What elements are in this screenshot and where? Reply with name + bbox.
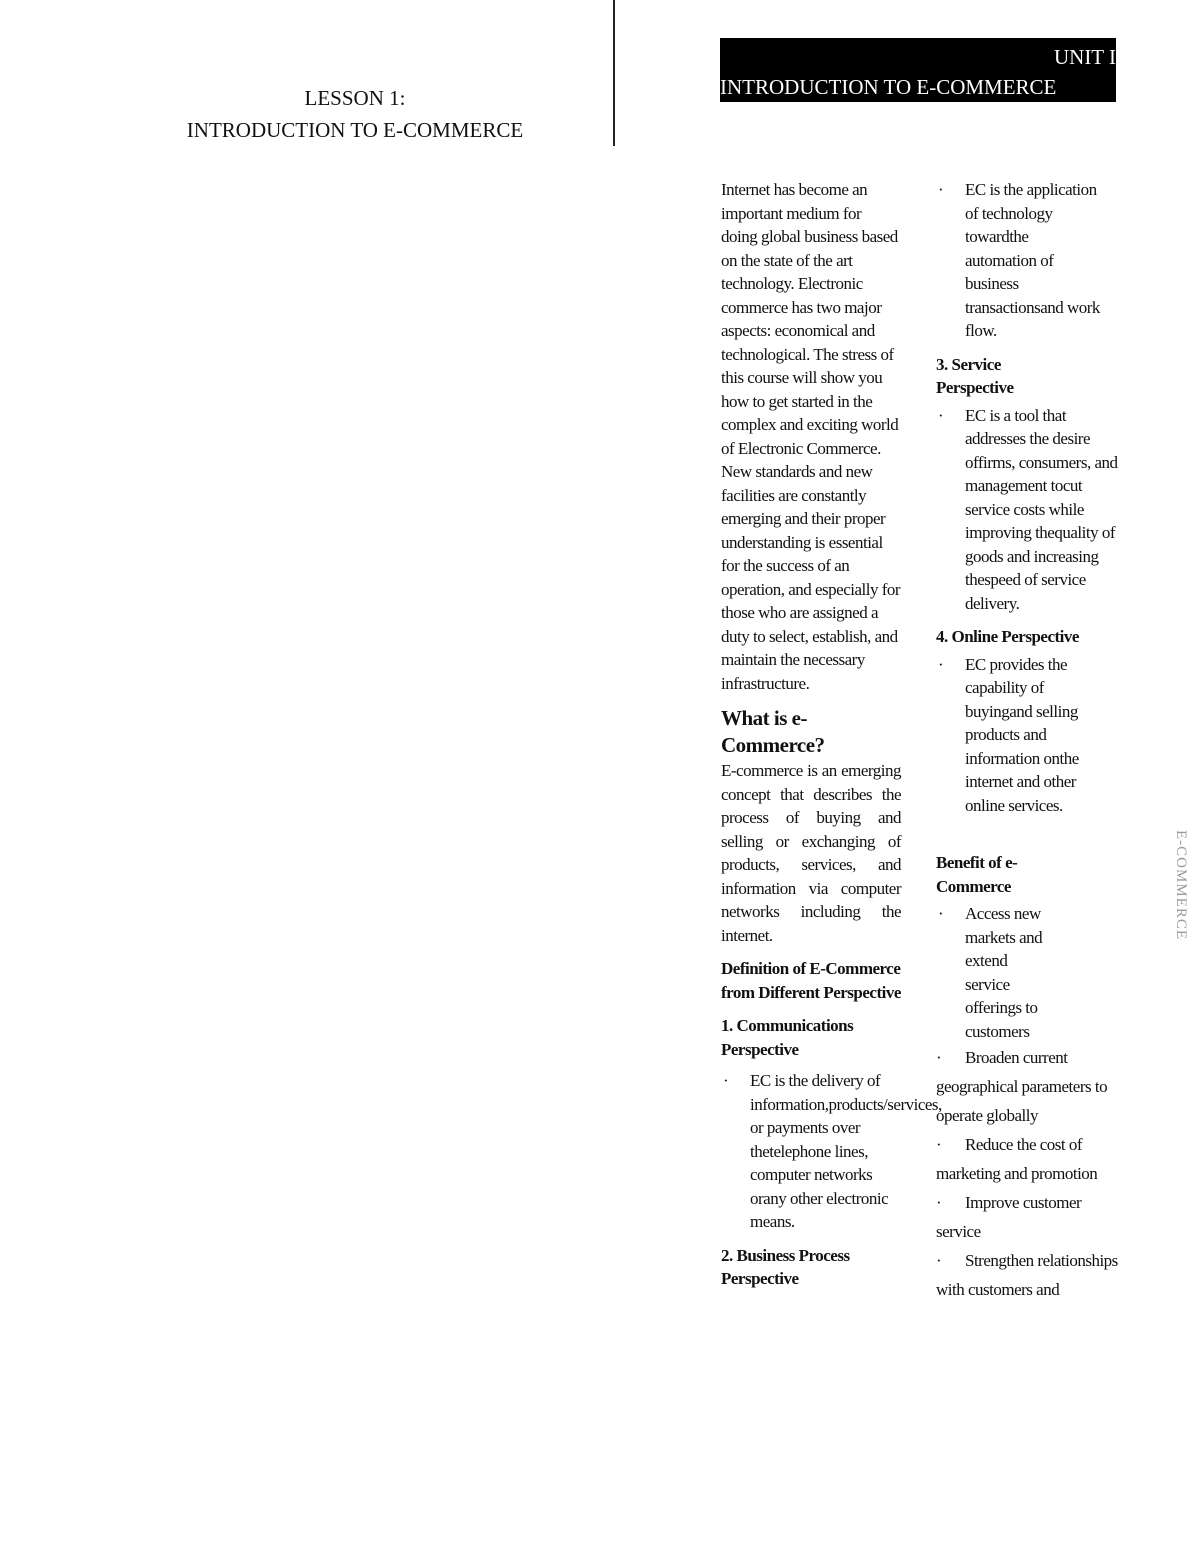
definition-heading: Definition of E-Commerce from Different Perspective <box>721 959 901 1002</box>
benefit-text: Improve customer service <box>936 1193 1082 1241</box>
lesson-number: LESSON 1: <box>304 86 406 110</box>
text-column-right <box>936 178 1120 1304</box>
online-list <box>936 653 1120 818</box>
benefit-text: Broaden current geographical parameters to operate globally <box>936 1048 1108 1125</box>
online-bullet: · EC provides the capability of buyingand selling products and information onthe internet and other online services. <box>936 653 1120 818</box>
text-column-left <box>721 178 942 1291</box>
header-divider-line <box>613 0 615 146</box>
bullet-dot: · <box>936 1193 942 1212</box>
benefit-list <box>936 1043 1120 1304</box>
business-process-perspective-heading: 2. Business Process Perspective <box>721 1245 850 1288</box>
service-perspective-heading: 3. Service Perspective <box>936 354 1014 397</box>
benefit-first-list <box>936 902 1120 1043</box>
bullet-dot: · <box>936 1048 942 1067</box>
unit-title: INTRODUCTION TO E-COMMERCE <box>720 75 1057 99</box>
intro-paragraph: Internet has become an important medium for doing global business based on the state of the art technology. Electronic commerce has two major aspects: economical and technological. The stress of this course will show you how to get started in the complex and exciting world of Electronic Commerce. New standards and new facilities are constantly emerging and their proper understanding is essential for the success of an operation, and especially for those who are assigned a duty to select, establish, and maintain the necessary infrastructure. <box>721 180 901 693</box>
bullet-dot: · <box>936 1251 942 1270</box>
unit-label: UNIT I <box>1053 45 1116 69</box>
benefit-item <box>936 1188 1120 1246</box>
benefit-item <box>936 1043 1120 1130</box>
service-list <box>936 404 1120 616</box>
lesson-title <box>150 82 560 146</box>
business-process-list <box>936 178 1120 343</box>
what-is-ecommerce-heading: What is e-Commerce? <box>721 706 825 757</box>
benefit-heading: Benefit of e-Commerce <box>936 853 1018 896</box>
service-bullet: · EC is a tool that addresses the desire offirms, consumers, and management tocut service costs while improving thequality of goods and increasing thespeed of service delivery. <box>936 404 1120 616</box>
communications-perspective-heading: 1. Communications Perspective <box>721 1016 854 1059</box>
benefit-text: Reduce the cost of marketing and promotion <box>936 1135 1098 1183</box>
online-perspective-heading: 4. Online Perspective <box>936 627 1079 646</box>
what-is-ecommerce-paragraph: E-commerce is an emerging concept that describes the process of buying and selling or exchanging of products, services, and information via computer networks including the internet. <box>721 761 901 945</box>
benefit-item <box>936 1130 1120 1188</box>
bullet-dot: · <box>936 1135 942 1154</box>
benefit-item: · Access new markets and extend service offerings to customers <box>936 902 1120 1043</box>
communications-bullet: · EC is the delivery of information,products/services, or payments over thetelephone lines, computer networks orany other electronic means. <box>721 1069 901 1234</box>
communications-list <box>721 1069 942 1234</box>
lesson-name: INTRODUCTION TO E-COMMERCE <box>186 118 524 142</box>
benefit-text: Strengthen relationships with customers and <box>936 1251 1118 1299</box>
unit-banner <box>720 38 1116 102</box>
business-process-bullet: · EC is the application of technology towardthe automation of business transactionsand work flow. <box>936 178 1120 343</box>
side-running-title: E-COMMERCE <box>1173 830 1189 941</box>
benefit-item <box>936 1246 1120 1304</box>
